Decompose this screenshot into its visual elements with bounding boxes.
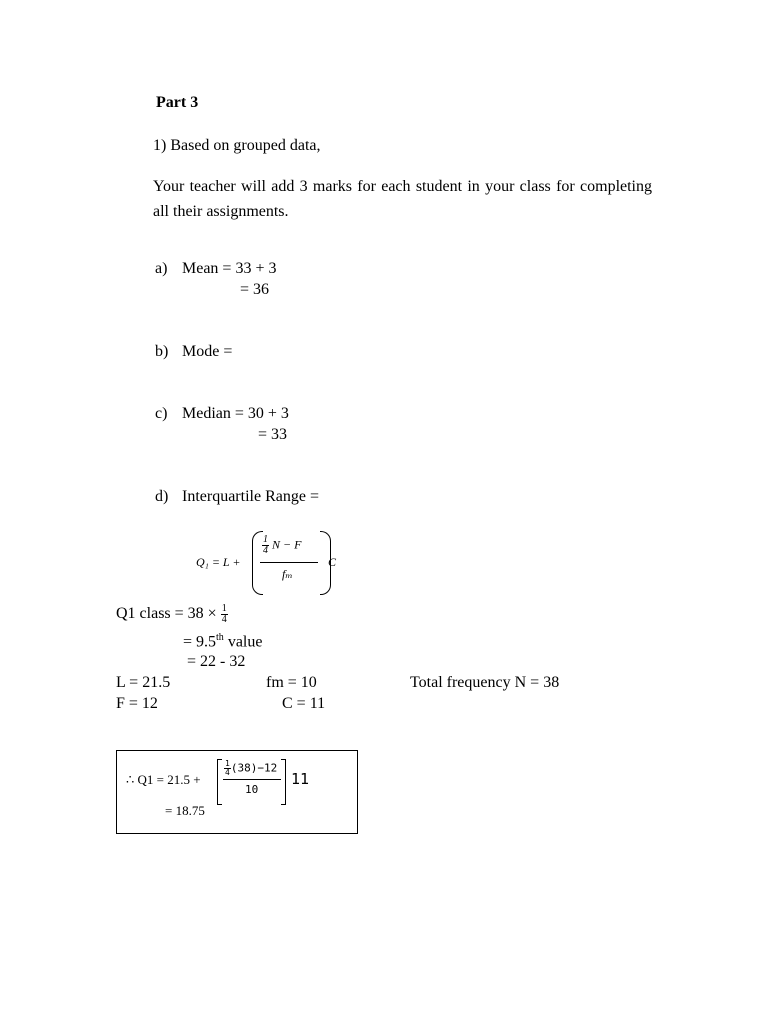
q1-quarter-fraction: $\frac{1}{4}$ [221, 603, 227, 625]
result-prefix: ∴ Q1 = 21.5 + [126, 772, 201, 787]
result-right-bracket [281, 759, 286, 805]
mode-line: Mode = [182, 343, 233, 360]
result-multiplier: 11 [291, 770, 310, 788]
part-heading: Part 3 [156, 94, 199, 111]
formula-tail: C [328, 555, 337, 569]
formula-denominator: fₘ [282, 567, 293, 581]
median-line-2: = 33 [258, 426, 288, 443]
result-answer: = 18.75 [165, 803, 205, 818]
q1-range-line: = 22 - 32 [187, 653, 246, 670]
var-C: C = 11 [282, 695, 326, 712]
formula-num-rest: N − F [272, 537, 302, 552]
var-fm: fm = 10 [266, 674, 317, 691]
q1-position-line: = 9.5th value [183, 632, 263, 651]
mean-line-1: Mean = 33 + 3 [182, 260, 277, 277]
formula-lhs: Q₁ = L + [196, 555, 241, 569]
var-N: Total frequency N = 38 [410, 674, 560, 691]
part-b-label: b) [155, 343, 169, 360]
result-quarter-fraction: $\frac{1}{4}$ [225, 759, 230, 777]
result-box [116, 750, 358, 834]
formula-quarter-fraction: $\frac{1}{4}$ [263, 534, 268, 556]
part-d-label: d) [155, 488, 169, 505]
result-left-bracket [217, 759, 222, 805]
intro-paragraph: Your teacher will add 3 marks for each student in your class for completing all their assignments. [153, 178, 652, 220]
q1-class-prefix: Q1 class = 38 × [116, 605, 217, 623]
result-fraction-bar [223, 779, 281, 780]
iqr-line: Interquartile Range = [182, 488, 319, 505]
question-line: 1) Based on grouped data, [153, 137, 321, 154]
result-numerator: $\frac{1}{4}$ (38)−12 [225, 759, 278, 777]
var-L: L = 21.5 [116, 674, 171, 691]
formula-numerator [262, 535, 301, 556]
ordinal-suffix: th [216, 632, 224, 643]
formula-fraction-bar [260, 562, 318, 563]
median-line-1: Median = 30 + 3 [182, 405, 289, 422]
quartile-formula [196, 531, 346, 597]
var-F: F = 12 [116, 695, 158, 712]
q1-class-line [116, 604, 228, 625]
result-denominator: 10 [245, 783, 259, 796]
mean-line-2: = 36 [240, 281, 270, 298]
part-c-label: c) [155, 405, 168, 422]
part-a-label: a) [155, 260, 168, 277]
